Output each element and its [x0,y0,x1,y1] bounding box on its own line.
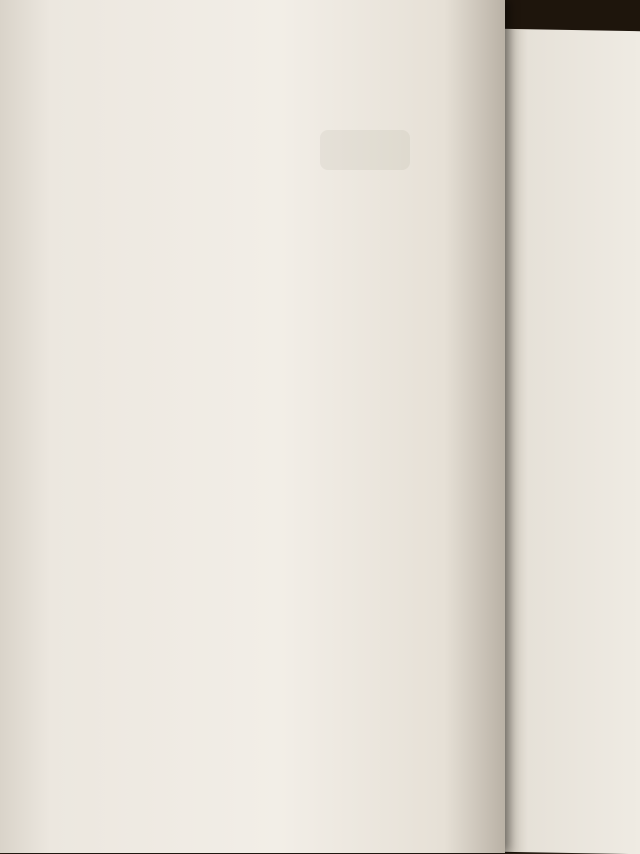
faint-watermark [320,130,410,170]
right-page [500,29,640,854]
